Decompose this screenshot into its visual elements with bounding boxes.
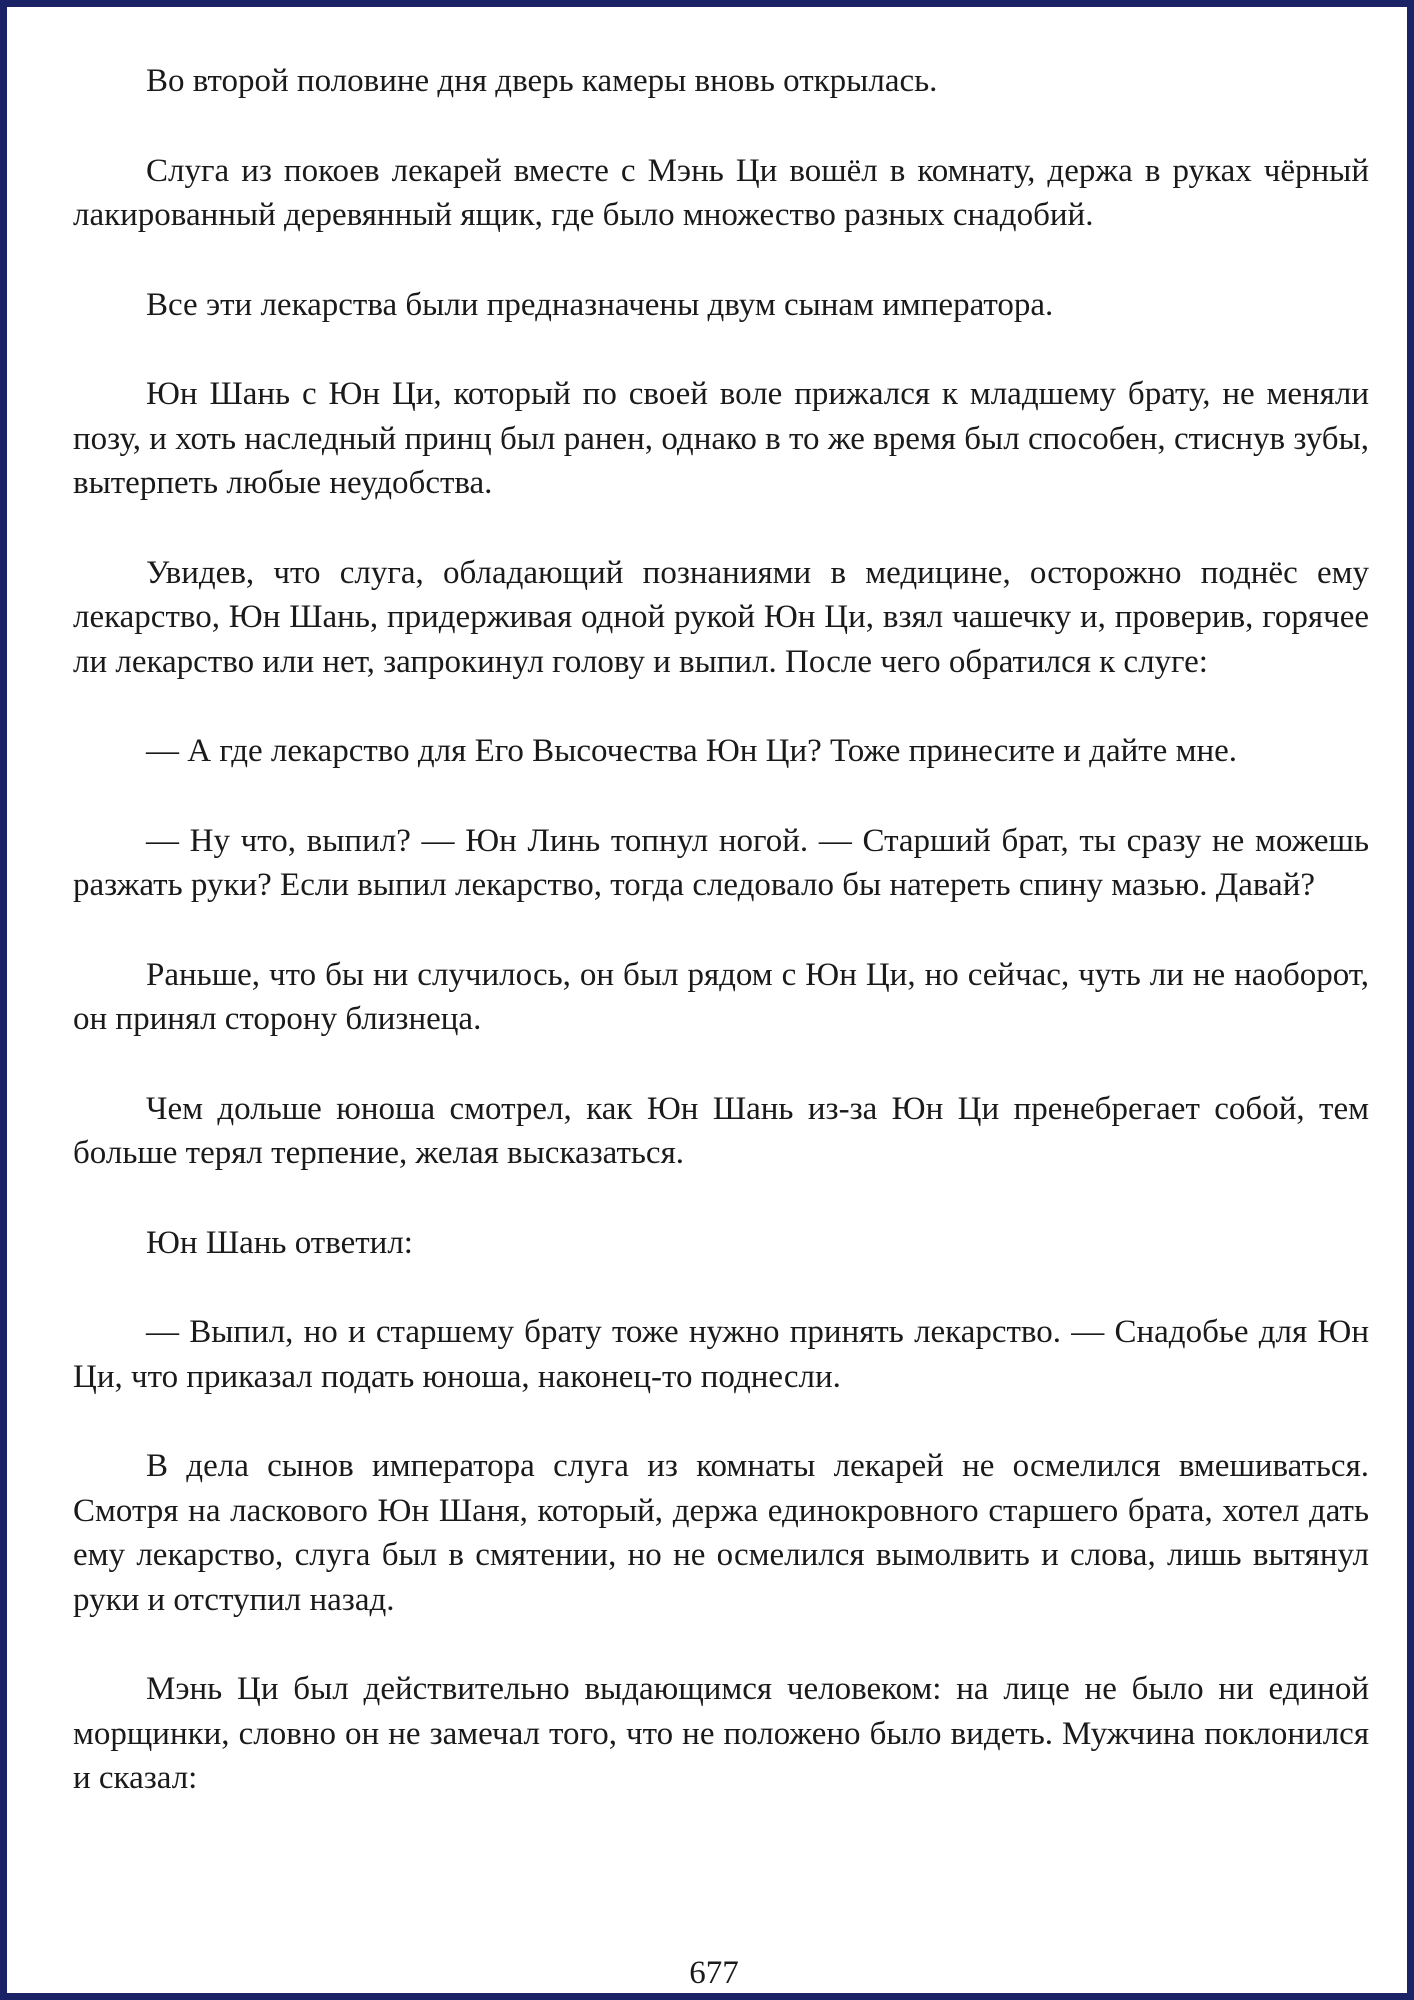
paragraph: Во второй половине дня дверь камеры вновь открылась. (146, 63, 938, 99)
paragraph: Увидев, что слуга, обладающий познаниями в медицине, осторожно поднёс ему лекарство, Юн Шань, придерживая одной рукой Юн Ци, взял чашечку и, проверив, горячее ли лекарство или нет, запрокинул голову и выпил. После чего обратился к слуге: (73, 554, 1369, 680)
paragraph: Чем дольше юноша смотрел, как Юн Шань из-за Юн Ци пренебрегает собой, тем больше терял терпение, желая высказаться. (73, 1090, 1369, 1171)
page-number: 677 (689, 1955, 739, 1991)
paragraph: Все эти лекарства были предназначены двум сынам императора. (146, 286, 1054, 323)
paragraph: — Выпил, но и старшему брату тоже нужно принять лекарство. — Снадобье для Юн Ци, что приказал подать юноша, наконец-то поднесли. (73, 1314, 1369, 1395)
document-body (73, 59, 1369, 1846)
paragraph: Слуга из покоев лекарей вместе с Мэнь Ци вошёл в комнату, держа в руках чёрный лакированный деревянный ящик, где было множество разных снадобий. (73, 152, 1369, 233)
paragraph: Мэнь Ци был действительно выдающимся человеком: на лице не было ни единой морщинки, словно он не замечал того, что не положено было видеть. Мужчина поклонился и сказал: (73, 1671, 1369, 1796)
paragraph: Юн Шань ответил: (146, 1224, 413, 1261)
paragraph: В дела сынов императора слуга из комнаты лекарей не осмелился вмешиваться. Смотря на ласкового Юн Шаня, который, держа единокровного старшего брата, хотел дать ему лекарство, слуга был в смятении, но не осмелился вымолвить и слова, лишь вытянул руки и отступил назад. (73, 1448, 1369, 1618)
paragraph: — А где лекарство для Его Высочества Юн Ци? Тоже принесите и дайте мне. (146, 733, 1238, 769)
paragraph: — Ну что, выпил? — Юн Линь топнул ногой. — Старший брат, ты сразу не можешь разжать руки? Если выпил лекарство, тогда следовало бы натереть спину мазью. Давай? (73, 822, 1369, 903)
paragraph: Раньше, что бы ни случилось, он был рядом с Юн Ци, но сейчас, чуть ли не наоборот, он принял сторону близнеца. (73, 956, 1369, 1037)
paragraph: Юн Шань с Юн Ци, который по своей воле прижался к младшему брату, не меняли позу, и хоть наследный принц был ранен, однако в то же время был способен, стиснув зубы, вытерпеть любые неудобства. (73, 376, 1369, 501)
